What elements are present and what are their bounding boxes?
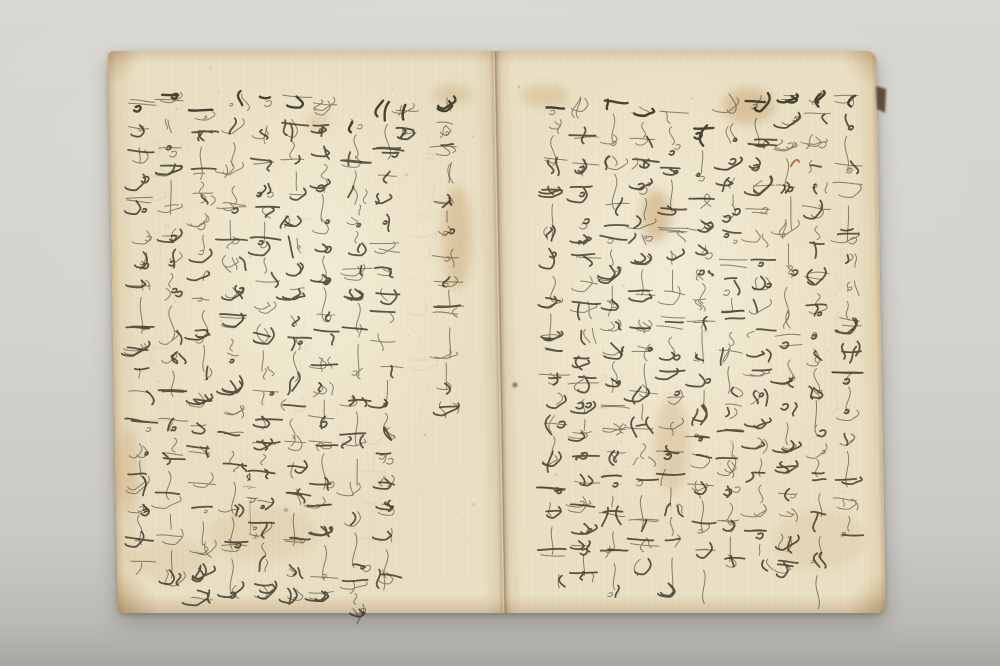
manuscript-book xyxy=(108,51,886,613)
right-page xyxy=(495,51,886,613)
left-page xyxy=(108,51,505,613)
edge-tear-mark xyxy=(876,86,886,113)
